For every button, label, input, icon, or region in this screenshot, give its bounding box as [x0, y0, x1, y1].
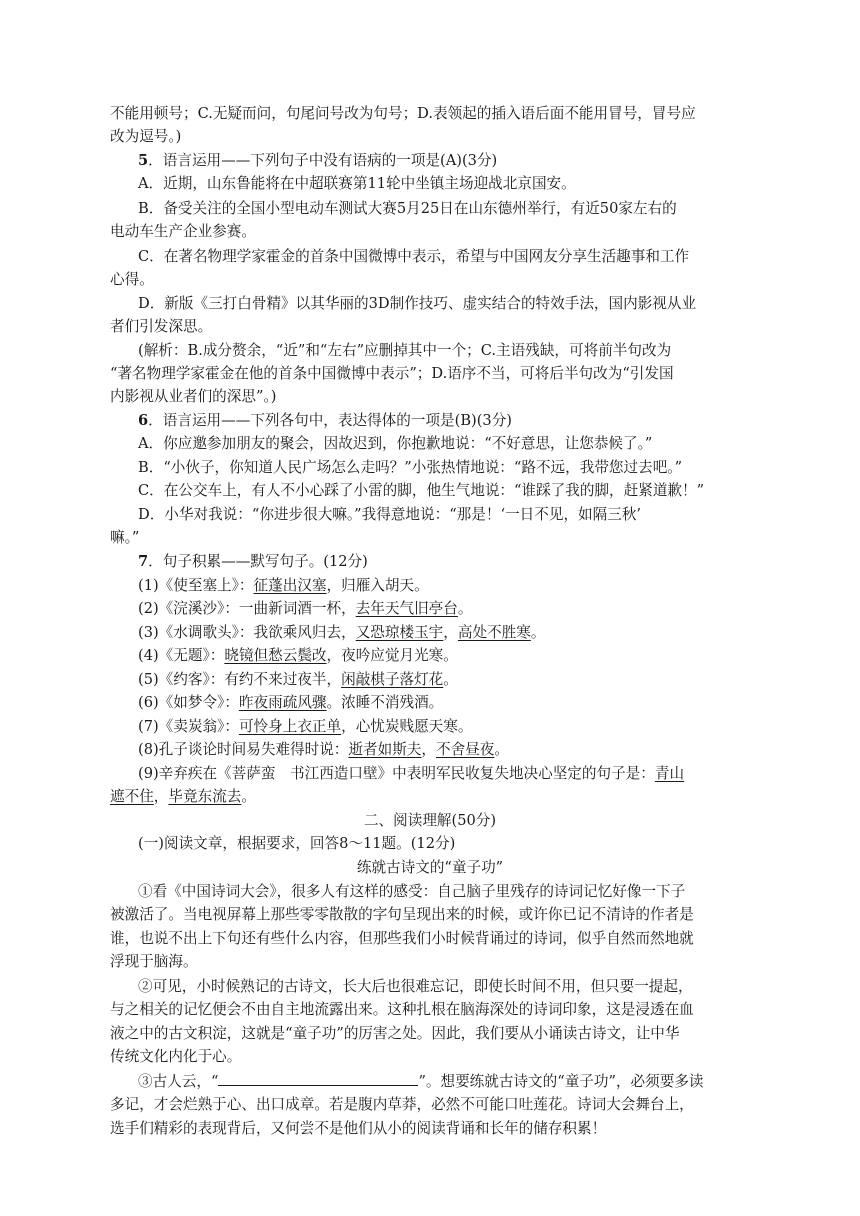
- recitation-item: [138, 763, 750, 785]
- answer-underlined: 闲敲棋子落灯花: [341, 671, 444, 688]
- paragraph-3-cont: 选手们精彩的表现背后，又何尝不是他们从小的阅读背诵和长年的储存积累！: [110, 1120, 607, 1137]
- answer-underlined: 毕竟东流去: [168, 788, 242, 805]
- item-text: ，: [421, 741, 436, 758]
- item-text: 。浓睡不消残酒。: [326, 694, 444, 711]
- analysis: (解析：B.成分赘余，“近”和“左右”应删掉其中一个；C.主语残缺，可将前半句改为: [138, 342, 672, 359]
- item-text: 。: [530, 624, 546, 641]
- text-line: 不能用顿号；C.无疑而问，句尾问号改为句号；D.表领起的插入语后面不能用冒号，冒号应: [110, 105, 696, 122]
- item-text: 。: [241, 788, 256, 805]
- item-prompt: (5)《约客》：有约不来过夜半，: [138, 671, 342, 688]
- paragraph-1-cont: 被激活了。当电视屏幕上那些零零散散的字句呈现出来的时候，或许你已记不清诗的作者是: [110, 906, 694, 923]
- answer-underlined: 又恐琼楼玉宇: [355, 624, 444, 641]
- paragraph-2-cont: 液之中的古文积淀，这就是“童子功”的厉害之处。因此，我们要从小诵读古诗文，让中华: [110, 1025, 680, 1042]
- option-c: C．在著名物理学家霍金的首条中国微博中表示，希望与中国网友分享生活趣事和工作: [138, 248, 690, 265]
- question-5: [138, 150, 750, 172]
- question-number: 6: [138, 412, 149, 429]
- item-text: 。: [443, 671, 458, 688]
- recitation-item: [138, 669, 750, 691]
- item-prompt: (1)《使至塞上》：: [138, 577, 254, 594]
- section-heading: 二、阅读理解(50分): [363, 812, 497, 829]
- item-text: ，归雁入胡天。: [326, 577, 429, 594]
- answer-underlined: 高处不胜寒: [457, 624, 531, 641]
- answer-underlined: 征蓬出汉塞: [253, 577, 327, 594]
- analysis-cont: “著名物理学家霍金在他的首条中国微博中表示”；D.语序不当，可将后半句改为“引发国: [110, 365, 674, 382]
- paragraph-text: ”。想要练就古诗文的“童子功”，必须要多读: [418, 1073, 704, 1090]
- item-prompt: (4)《无题》：: [138, 647, 225, 664]
- recitation-item: [138, 645, 750, 667]
- answer-underlined: 去年天气旧亭台: [355, 600, 458, 617]
- answer-underlined: 逝者如斯夫: [348, 741, 422, 758]
- recitation-item-cont: [110, 786, 750, 808]
- paragraph-3: [138, 1071, 750, 1093]
- item-prompt: (8)孔子谈论时间易失难得时说：: [138, 741, 349, 758]
- answer-underlined: 不舍昼夜: [436, 741, 495, 758]
- item-text: ，心忧炭贱愿天寒。: [341, 718, 473, 735]
- paragraph-1-cont: 谁，也说不出上下句还有些什么内容，但那些我们小时候背诵过的诗词，似乎自然而然地就: [110, 930, 694, 947]
- answer-underlined: 晓镜但愁云鬓改: [224, 647, 327, 664]
- option-a: A．近期，山东鲁能将在中超联赛第11轮中坐镇主场迎战北京国安。: [138, 175, 576, 192]
- item-text: ，: [153, 788, 169, 805]
- answer-underlined: 昨夜雨疏风骤: [238, 694, 327, 711]
- item-prompt: (6)《如梦令》：: [138, 694, 239, 711]
- option-b-cont: 电动车生产企业参赛。: [110, 223, 256, 240]
- option-b: B．“小伙子，你知道人民广场怎么走吗？”小张热情地说：“路不远，我带您过去吧。”: [138, 459, 683, 476]
- recitation-item: [138, 622, 750, 644]
- item-prompt: (9)辛弃疾在《菩萨蛮 书江西造口壁》中表明军民收复失地决心坚定的句子是：: [138, 765, 655, 782]
- reading-instruction: (一)阅读文章，根据要求，回答8～11题。(12分): [138, 835, 456, 852]
- item-prompt: (3)《水调歌头》：我欲乘风归去，: [138, 624, 356, 641]
- option-b: B．备受关注的全国小型电动车测试大赛5月25日在山东德州举行，有近50家左右的: [138, 200, 677, 217]
- question-text: ．句子积累——默写句子。(12分): [148, 553, 368, 570]
- question-text: ．语言运用——下列各句中，表达得体的一项是(B)(3分): [148, 412, 513, 429]
- option-d-cont: 嘛。”: [110, 529, 140, 546]
- answer-underlined: 遮不住: [110, 788, 154, 805]
- item-prompt: (2)《浣溪沙》：一曲新词酒一杯，: [138, 600, 356, 617]
- answer-underlined: 可怜身上衣正单: [238, 718, 342, 735]
- option-c-cont: 心得。: [110, 271, 154, 288]
- paragraph-1: ①看《中国诗词大会》，很多人有这样的感受：自己脑子里残存的诗词记忆好像一下子: [138, 883, 686, 900]
- item-text: 。: [494, 741, 509, 758]
- item-text: ，夜吟应觉月光寒。: [326, 647, 458, 664]
- paragraph-text: ③古人云，“: [138, 1073, 219, 1090]
- answer-underlined: 青山: [654, 765, 685, 782]
- item-prompt: (7)《卖炭翁》：: [138, 718, 239, 735]
- paragraph-1-cont: 浮现于脑海。: [110, 953, 198, 970]
- text-line: 改为逗号。): [110, 128, 182, 145]
- paragraph-2: ②可见，小时候熟记的古诗文，长大后也很难忘记，即使长时间不用，但只要一提起，: [138, 978, 693, 995]
- paragraph-3-cont: 多记，才会烂熟于心、出口成章。若是腹内草莽，必然不可能口吐莲花。诗词大会舞台上，: [110, 1096, 694, 1113]
- recitation-item: [138, 598, 750, 620]
- option-a: A．你应邀参加朋友的聚会，因故迟到，你抱歉地说：“不好意思，让您恭候了。”: [138, 435, 653, 452]
- question-number: 5: [138, 152, 149, 169]
- paragraph-2-cont: 与之相关的记忆便会不由自主地流露出来。这种扎根在脑海深处的诗词印象，这是浸透在血: [110, 1001, 694, 1018]
- option-d-cont: 者们引发深思。: [110, 318, 213, 335]
- option-d: D．小华对我说：“你进步很大嘛。”我得意地说：“那是！‘一日不见，如隔三秋’: [138, 506, 642, 523]
- recitation-item: [138, 575, 750, 597]
- question-text: ．语言运用——下列句子中没有语病的一项是(A)(3分): [148, 152, 498, 169]
- article-title: 练就古诗文的“童子功”: [356, 859, 504, 876]
- option-d: D．新版《三打白骨精》以其华丽的3D制作技巧、虚实结合的特效手法，国内影视从业: [138, 295, 697, 312]
- fill-in-blank: [218, 1071, 418, 1086]
- option-c: C．在公交车上，有人不小心踩了小雷的脚，他生气地说：“谁踩了我的脚，赶紧道歉！”: [138, 482, 705, 499]
- recitation-item: [138, 739, 750, 761]
- paragraph-2-cont: 传统文化内化于心。: [110, 1048, 242, 1065]
- question-6: [138, 410, 750, 432]
- item-text: 。: [457, 600, 473, 617]
- question-number: 7: [138, 553, 149, 570]
- analysis-cont: 内影视从业者们的深思”。): [110, 388, 277, 405]
- recitation-item: [138, 716, 750, 738]
- item-text: ，: [443, 624, 458, 641]
- question-7: [138, 551, 750, 573]
- recitation-item: [138, 692, 750, 714]
